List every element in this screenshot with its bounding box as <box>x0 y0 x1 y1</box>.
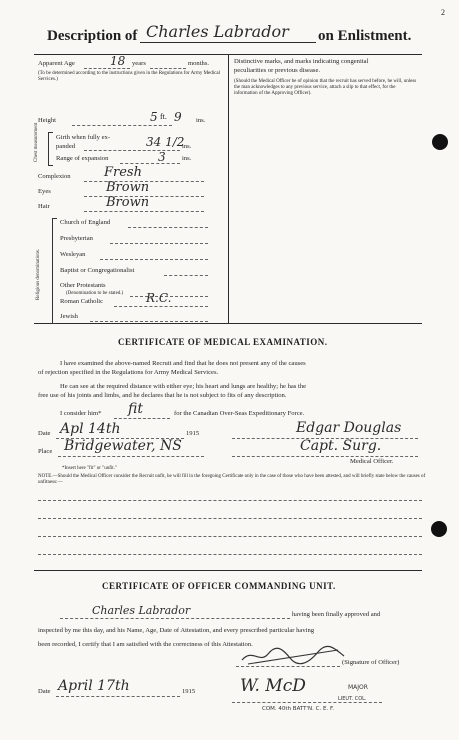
marks-title-1: Distinctive marks, and marks indicating congenital <box>234 58 369 65</box>
chest-girth-label-1: Girth when fully ex- <box>56 134 111 141</box>
chest-side-label: Chest measurement <box>34 122 39 162</box>
age-label: Apparent Age <box>38 60 75 67</box>
officer-signature-scribble <box>238 644 348 668</box>
medical-signature: Edgar Douglas <box>296 420 402 436</box>
page-number: 2 <box>441 8 445 17</box>
chest-range-label: Range of expansion <box>56 155 109 162</box>
religion-line-6 <box>114 306 208 307</box>
medical-date-value: Apl 14th <box>60 421 121 437</box>
unfit-line-4 <box>38 554 422 555</box>
religion-line-1 <box>128 227 208 228</box>
religion-line-7 <box>90 321 208 322</box>
title-underline <box>140 42 316 43</box>
unfit-line-2 <box>38 518 422 519</box>
officer-signature-label: (Signature of Officer) <box>342 659 400 666</box>
hair-label: Hair <box>38 203 50 210</box>
stamp-major: MAJOR <box>348 684 368 691</box>
complexion-label: Complexion <box>38 173 71 180</box>
chest-girth-unit: ins. <box>182 143 192 150</box>
religion-baptist: Baptist or Congregationalist <box>60 267 135 274</box>
religion-side-label: Religious denominations. <box>36 248 41 300</box>
medical-officer-label: Medical Officer. <box>350 458 394 465</box>
chest-range-value: 3 <box>158 150 166 164</box>
chest-girth-value: 34 1/2 <box>146 135 185 149</box>
height-feet-tick: ft. <box>160 112 167 121</box>
medical-consider-b: for the Canadian Over-Seas Expeditionary Force. <box>174 410 305 417</box>
officer-signature-2: W. McD <box>240 676 306 696</box>
officer-title: CERTIFICATE OF OFFICER COMMANDING UNIT. <box>102 581 336 591</box>
page-title-suffix: on Enlistment. <box>318 28 412 44</box>
unfit-line-1 <box>38 500 422 501</box>
age-years-line <box>84 68 130 69</box>
officer-line2: inspected by me this day, and his Name, Age, Date of Attestation, and every prescribed particular having <box>38 627 315 634</box>
officer-line1-end: having been finally approved and <box>292 611 381 618</box>
punch-hole-top <box>432 134 448 150</box>
religion-rc-value: R.C. <box>146 291 172 305</box>
religion-line-3 <box>100 259 208 260</box>
religion-line-2 <box>110 243 208 244</box>
medical-consider-a: I consider him* <box>60 410 102 417</box>
officer-signature-line <box>236 666 340 667</box>
age-months-label: months. <box>188 60 210 67</box>
officer-line3: been recorded, I certify that I am satisfied with the correctness of this Attestation. <box>38 641 253 648</box>
complexion-value: Fresh <box>104 165 142 180</box>
height-label: Height <box>38 117 56 124</box>
page-title-prefix: Description of <box>47 28 138 44</box>
medical-para2-a: He can see at the required distance with either eye; his heart and lungs are healthy; he has the <box>60 383 307 390</box>
officer-date-label: Date <box>38 688 51 695</box>
officer-date-line <box>56 696 180 697</box>
medical-place-line <box>58 456 204 457</box>
medical-date-year: 1915 <box>186 430 200 437</box>
medical-place-value: Bridgewater, NS <box>64 438 182 454</box>
unfit-line-3 <box>38 536 422 537</box>
chest-range-unit: ins. <box>182 155 192 162</box>
stamp-battalion: COM. 40th BATT'N. C. E. F. <box>262 706 334 712</box>
officer-date-year: 1915 <box>182 688 196 695</box>
height-unit: ins. <box>196 117 206 124</box>
medical-para1-a: I have examined the above-named Recruit and find that he does not present any of the causes <box>60 360 306 367</box>
religion-wesleyan: Wesleyan <box>60 251 86 258</box>
chest-girth-label-2: panded <box>56 143 76 150</box>
hair-line <box>84 211 204 212</box>
punch-hole-bottom <box>431 521 447 537</box>
officer-sig-line-2 <box>232 702 382 703</box>
medical-note: NOTE.—Should the Medical Officer consider the Recruit unfit, he will fill in the foregoing Certificate only in the case of those who have been attested, and will briefly state below the causes of unfitness:— <box>38 474 426 485</box>
age-years-value: 18 <box>110 54 126 68</box>
height-feet-value: 5 <box>150 110 158 124</box>
medical-rank-line <box>232 456 418 457</box>
religion-line-4 <box>164 275 208 276</box>
medical-title: CERTIFICATE OF MEDICAL EXAMINATION. <box>118 337 328 347</box>
religion-church-of-england: Church of England <box>60 219 111 226</box>
marks-title-2: peculiarities or previous disease. <box>234 67 321 74</box>
recruit-name: Charles Labrador <box>146 22 289 41</box>
age-years-label: years <box>132 60 146 67</box>
eyes-label: Eyes <box>38 188 51 195</box>
religion-other-note: (Denomination to be stated.) <box>66 291 124 296</box>
section-rule-2 <box>34 570 422 571</box>
section-rule <box>34 323 422 324</box>
religion-jewish: Jewish <box>60 313 78 320</box>
height-inches-value: 9 <box>174 110 182 124</box>
stamp-lieut-col: LIEUT. COL. <box>338 696 367 702</box>
chest-brace <box>48 132 53 166</box>
medical-consider-value: fit <box>128 401 143 417</box>
eyes-value: Brown <box>106 180 150 195</box>
age-note: (To be determined according to the instructions given in the Regulations for Army Medical Services.) <box>38 71 220 82</box>
religion-brace <box>52 218 57 324</box>
officer-date-value: April 17th <box>58 678 130 694</box>
officer-name-line <box>60 618 290 619</box>
column-divider <box>228 54 229 324</box>
officer-name-value: Charles Labrador <box>92 604 191 617</box>
marks-note: (Should the Medical Officer be of opinion that the recruit has served before, he will, unless the man acknowledges to any previous service, attach a slip to that effect, for the information of the Approving Officer). <box>234 79 417 96</box>
medical-place-label: Place <box>38 448 53 455</box>
medical-para2-b: free use of his joints and limbs, and he declares that he is not subject to fits of any description. <box>38 392 287 399</box>
hair-value: Brown <box>106 195 150 210</box>
medical-signature-rank: Capt. Surg. <box>300 438 382 454</box>
age-months-line <box>150 68 186 69</box>
medical-footnote: *Insert here "fit" or "unfit." <box>62 466 117 471</box>
religion-presbyterian: Presbyterian <box>60 235 93 242</box>
chest-range-line <box>120 163 180 164</box>
height-line <box>72 125 172 126</box>
medical-date-label: Date <box>38 430 51 437</box>
religion-other-protestants: Other Protestants <box>60 282 106 289</box>
religion-roman-catholic: Roman Catholic <box>60 298 104 305</box>
medical-consider-line <box>114 418 170 419</box>
medical-para1-b: of rejection specified in the Regulations for Army Medical Services. <box>38 369 219 376</box>
